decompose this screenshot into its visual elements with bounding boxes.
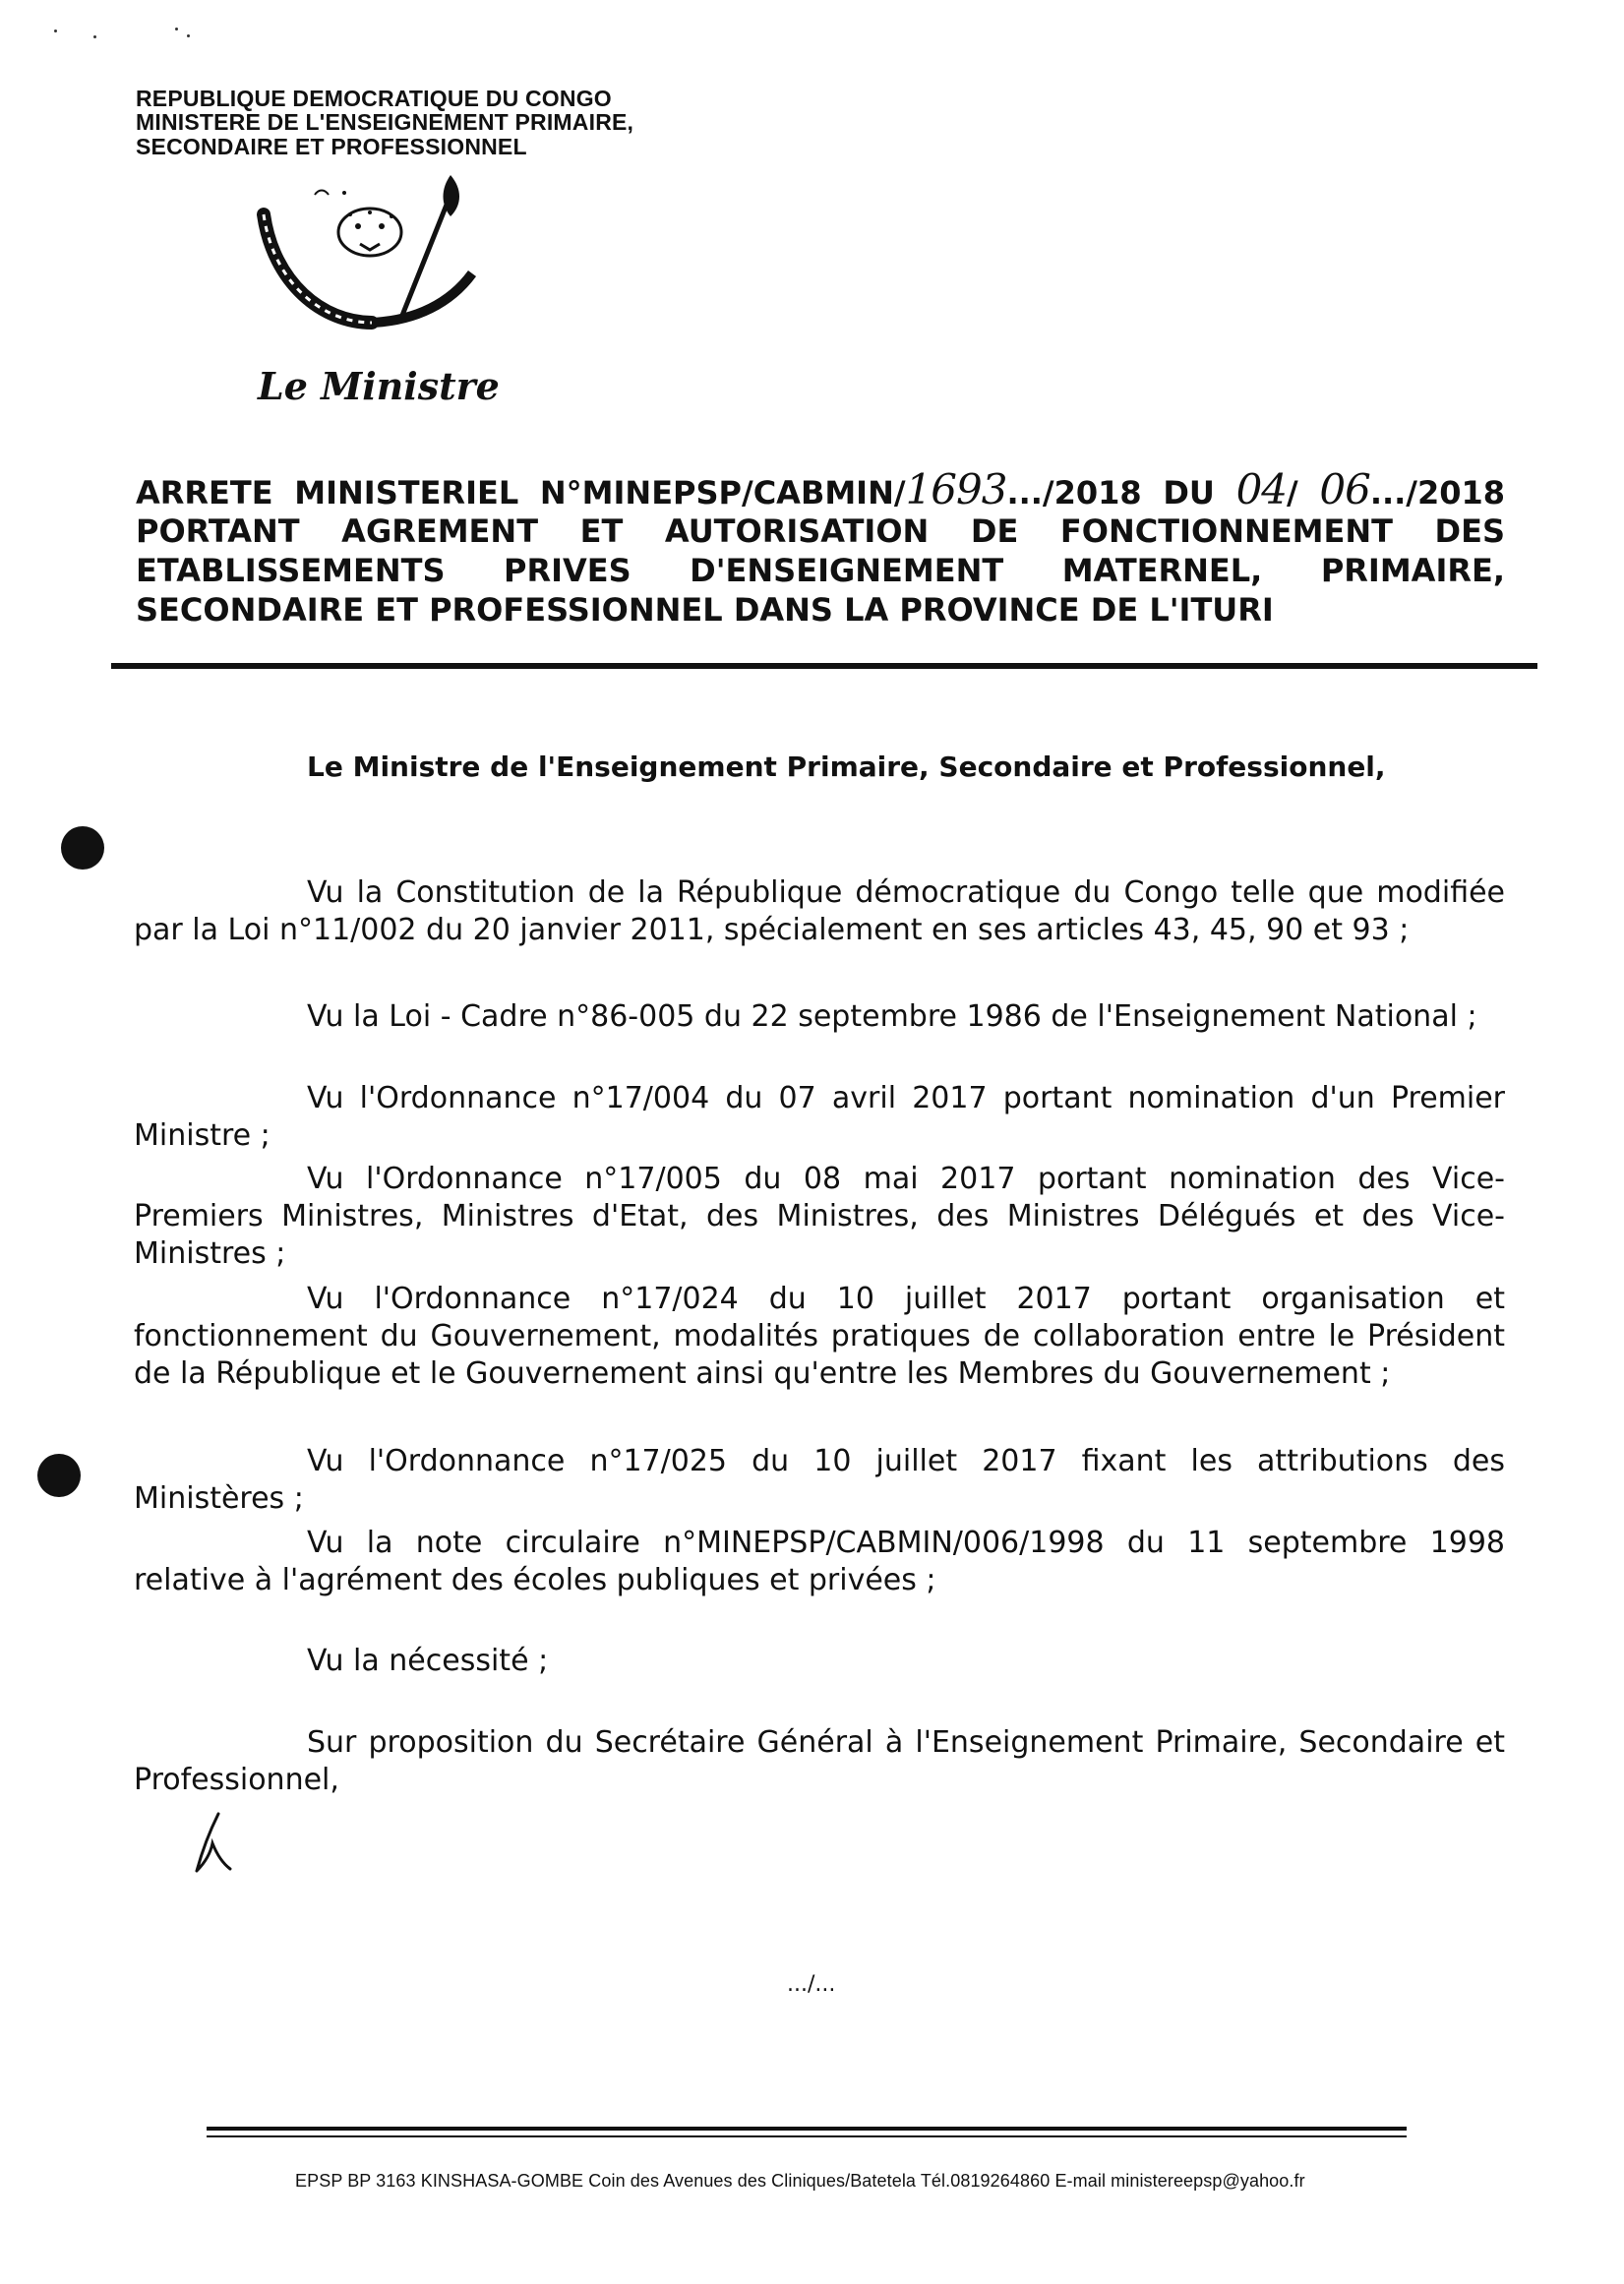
paragraph-loi-cadre: Vu la Loi - Cadre n°86-005 du 22 septembre 1986 de l'Enseignement National ; [307,999,1477,1034]
preamble: Le Ministre de l'Enseignement Primaire, Secondaire et Professionnel, [307,751,1386,783]
title-divider [111,663,1537,669]
scan-speck [175,28,178,30]
decree-year-suffix: .../2018 [1369,474,1506,511]
letterhead-republic: REPUBLIQUE DEMOCRATIQUE DU CONGO [136,86,612,111]
paragraph-note-circulaire: Vu la note circulaire n°MINEPSP/CABMIN/006/1998 du 11 septembre 1998 relative à l'agrément des écoles publiques et privées ; [134,1526,1505,1597]
decree-title-line2: PORTANT AGREMENT ET AUTORISATION DE FONCTIONNEMENT DES [136,512,1505,550]
paragraph-ordonnance-024: Vu l'Ordonnance n°17/024 du 10 juillet 2017 portant organisation et fonctionnement du Gouvernement, modalités pratiques de collaboration entre le Président de la République et le Gouvernement ainsi qu'entre les Membres du Gouvernement ; [134,1282,1505,1391]
decree-title-line1: ARRETE MINISTERIEL N°MINEPSP/CABMIN/1693.../2018 DU 04/ 06.../2018 [136,465,1506,513]
footer-rule-thin [207,2135,1407,2137]
footer-contact: EPSP BP 3163 KINSHASA-GOMBE Coin des Avenues des Cliniques/Batetela Tél.0819264860 E-mail ministereepsp@yahoo.fr [295,2171,1305,2191]
footer-rule [207,2127,1407,2131]
scan-speck [54,30,57,32]
minister-label: Le Ministre [258,364,500,408]
handwritten-day: 04 [1235,465,1288,513]
scan-speck [93,35,96,38]
paragraph-constitution: Vu la Constitution de la République démocratique du Congo telle que modifiée par la Loi n°11/002 du 20 janvier 2011, spécialement en ses articles 43, 45, 90 et 93 ; [134,875,1505,947]
decree-title-line4: SECONDAIRE ET PROFESSIONNEL DANS LA PROVINCE DE L'ITURI [136,591,1274,629]
handwritten-decree-number: 1693 [905,465,1007,513]
scan-speck [187,34,190,37]
paragraph-proposition: Sur proposition du Secrétaire Général à l'Enseignement Primaire, Secondaire et Professionnel, [134,1725,1505,1797]
letterhead-ministry: MINISTERE DE L'ENSEIGNEMENT PRIMAIRE, [136,109,634,135]
congo-coat-of-arms-icon [254,175,500,337]
paragraph-ordonnance-005: Vu l'Ordonnance n°17/005 du 08 mai 2017 portant nomination des Vice-Premiers Ministres, Ministres d'Etat, des Ministres, des Ministres Délégués et des Vice-Ministres ; [134,1162,1505,1271]
paragraph-necessite: Vu la nécessité ; [307,1644,549,1678]
decree-number-prefix: ARRETE MINISTERIEL N°MINEPSP/CABMIN/ [136,474,906,511]
paragraph-ordonnance-025: Vu l'Ordonnance n°17/025 du 10 juillet 2017 fixant les attributions des Ministères ; [134,1444,1505,1516]
decree-number-mid: .../2018 DU [1006,474,1215,511]
handwritten-initial-mark [189,1810,236,1877]
punch-hole-mark [37,1454,81,1497]
decree-title-line3: ETABLISSEMENTS PRIVES D'ENSEIGNEMENT MATERNEL, PRIMAIRE, [136,552,1505,589]
paragraph-ordonnance-004: Vu l'Ordonnance n°17/004 du 07 avril 2017 portant nomination d'un Premier Ministre ; [134,1081,1505,1153]
handwritten-month: 06 [1319,465,1370,513]
page-continuation: .../... [787,1972,836,1997]
punch-hole-mark [61,826,104,870]
letterhead-ministry-cont: SECONDAIRE ET PROFESSIONNEL [136,134,527,159]
